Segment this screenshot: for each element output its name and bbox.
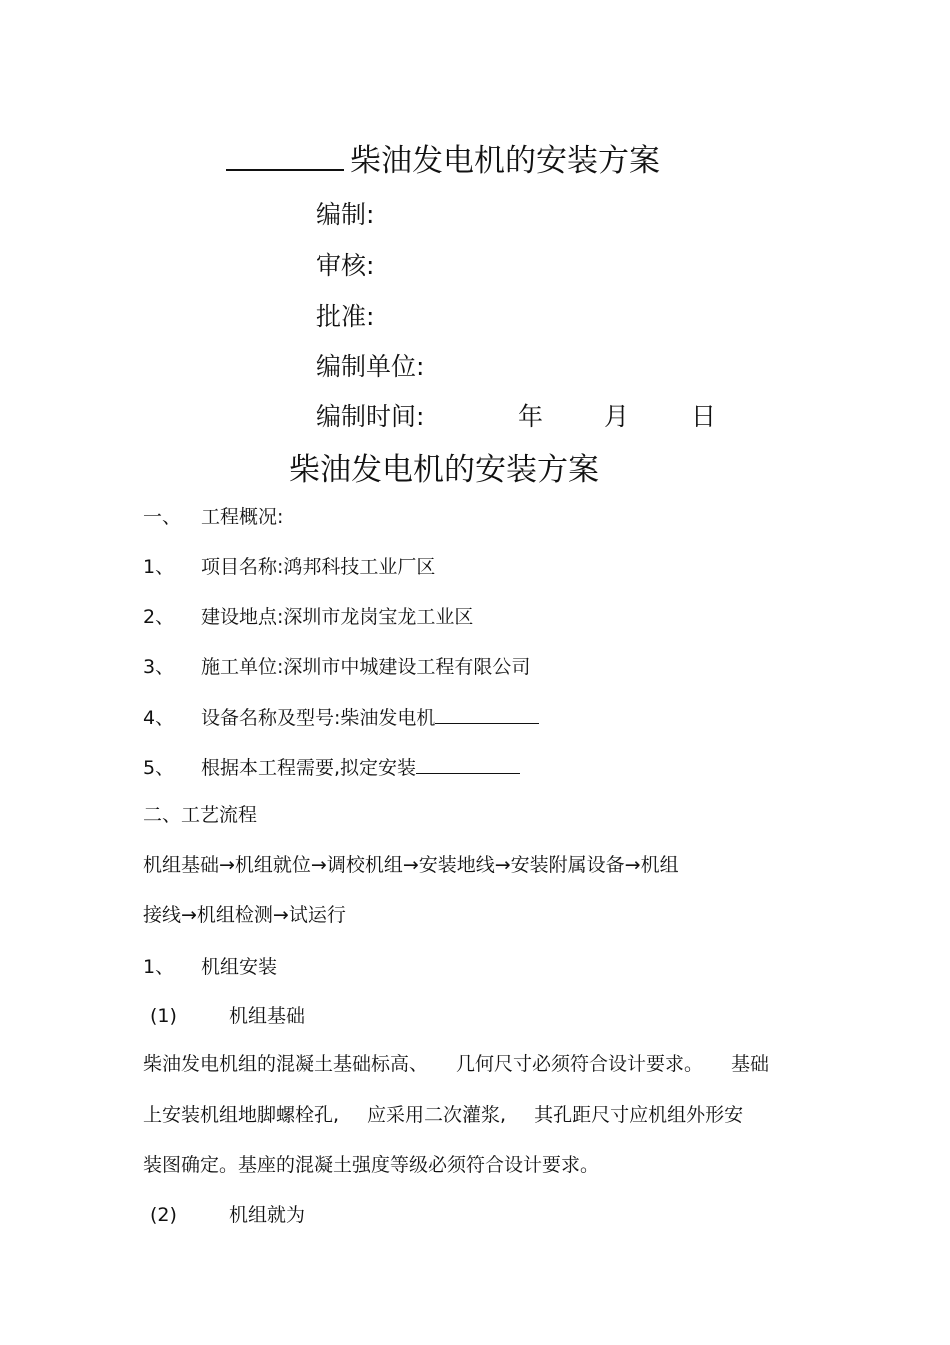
list-item — [143, 554, 435, 580]
list-item — [143, 704, 539, 731]
process-flow-line-1: 机组基础→机组就位→调校机组→安装地线→安装附属设备→机组 — [143, 854, 679, 876]
approved-by-label: 批准: — [316, 302, 375, 331]
install-heading — [143, 954, 277, 980]
sub1-heading: 机组基础 — [229, 1005, 306, 1027]
list-item — [143, 654, 530, 680]
item-text: 根据本工程需要,拟定安装 — [201, 757, 417, 779]
sub2-num: (2) — [150, 1204, 177, 1226]
install-num: 1、 — [143, 956, 175, 978]
paragraph-line-3: 装图确定。基座的混凝土强度等级必须符合设计要求。 — [143, 1154, 600, 1176]
item-num: 1、 — [143, 556, 175, 578]
sub2-heading: 机组就为 — [229, 1204, 306, 1226]
title-blank-line — [226, 139, 344, 171]
para-text: 基础 — [731, 1053, 770, 1075]
para-text: 柴油发电机组的混凝土基础标高、 — [143, 1053, 429, 1075]
list-item — [143, 754, 520, 781]
para-text: 应采用二次灌浆, — [367, 1104, 507, 1126]
paragraph-line-2 — [143, 1102, 743, 1128]
process-flow-line-2: 接线→机组检测→试运行 — [143, 904, 346, 926]
year-label: 年 — [518, 402, 544, 431]
para-text: 其孔距尺寸应机组外形安 — [534, 1104, 744, 1126]
time-label: 编制时间: — [316, 402, 425, 431]
item-num: 4、 — [143, 707, 175, 729]
item-text: 项目名称:鸿邦科技工业厂区 — [201, 556, 436, 578]
day-label: 日 — [691, 402, 717, 431]
main-title: 柴油发电机的安装方案 — [289, 452, 599, 488]
item-text: 建设地点:深圳市龙岗宝龙工业区 — [201, 606, 474, 628]
item-num: 2、 — [143, 606, 175, 628]
install-heading-text: 机组安装 — [201, 956, 278, 978]
overview-heading-num: 一、 — [143, 506, 182, 528]
item-num: 5、 — [143, 757, 175, 779]
item-text: 设备名称及型号:柴油发电机 — [201, 707, 436, 729]
overview-heading-text: 工程概况: — [201, 506, 284, 528]
model-blank-line — [435, 704, 539, 724]
overview-heading — [143, 504, 283, 530]
paragraph-line-1 — [143, 1051, 769, 1077]
para-text: 几何尺寸必须符合设计要求。 — [456, 1053, 704, 1075]
install-blank-line — [416, 754, 520, 774]
item-num: 3、 — [143, 656, 175, 678]
compiled-by-label: 编制: — [316, 200, 375, 229]
item-text: 施工单位:深圳市中城建设工程有限公司 — [201, 656, 531, 678]
reviewed-by-label: 审核: — [316, 251, 375, 280]
para-text: 上安装机组地脚螺栓孔, — [143, 1104, 340, 1126]
unit-label: 编制单位: — [316, 352, 425, 381]
process-heading: 二、工艺流程 — [143, 804, 258, 826]
cover-title-text: 柴油发电机的安装方案 — [350, 143, 660, 179]
sub-heading-1 — [150, 1003, 305, 1029]
cover-title — [226, 139, 660, 181]
sub-heading-2 — [150, 1202, 305, 1228]
month-label: 月 — [604, 402, 630, 431]
list-item — [143, 604, 473, 630]
sub1-num: (1) — [150, 1005, 177, 1027]
